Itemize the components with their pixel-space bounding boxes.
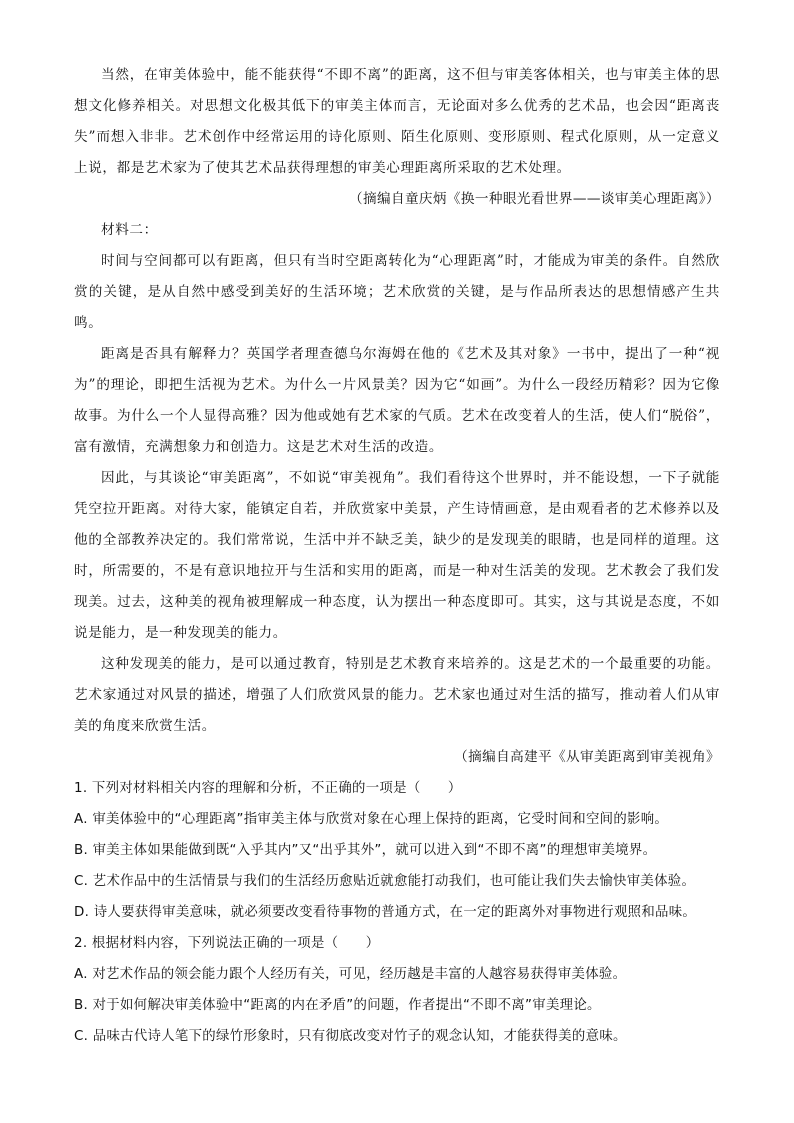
question-1-option-d: D. 诗人要获得审美意味，就必须要改变看待事物的普通方式，在一定的距离外对事物进行观照和品味。 [74, 905, 697, 920]
question-1-option-c: C. 艺术作品中的生活情景与我们的生活经历愈贴近就愈能打动我们，也可能让我们失去愉快审美体验。 [74, 874, 696, 889]
question-2-option-c: C. 品味古代诗人笔下的绿竹形象时，只有彻底改变对竹子的观念认知，才能获得美的意味。 [74, 1029, 627, 1044]
question-1-option-a: A. 审美体验中的“心理距离”指审美主体与欣赏对象在心理上保持的距离，它受时间和空间的影响。 [74, 812, 669, 827]
material-two-paragraph: 这种发现美的能力，是可以通过教育，特别是艺术教育来培养的。这是艺术的一个最重要的功能。艺术家通过对风景的描述，增强了人们欣赏风景的能力。艺术家也通过对生活的描写，推动着人们从审美的角度来欣赏生活。 [74, 656, 720, 734]
material-two-paragraph: 时间与空间都可以有距离，但只有当时空距离转化为“心理距离”时，才能成为审美的条件。自然欣赏的关键，是从自然中感受到美好的生活环境；艺术欣赏的关键，是与作品所表达的思想情感产生共鸣。 [74, 253, 720, 331]
material-two-heading: 材料二： [101, 222, 158, 238]
question-2-stem: 2. 根据材料内容，下列说法正确的一项是（ ） [74, 936, 380, 951]
question-1-stem: 1. 下列对材料相关内容的理解和分析，不正确的一项是（ ） [74, 781, 462, 796]
material-one-closing-paragraph: 当然，在审美体验中，能不能获得“不即不离”的距离，这不但与审美客体相关，也与审美主体的思想文化修养相关。对思想文化极其低下的审美主体而言，无论面对多么优秀的艺术品，也会因“距离丧失”而想入非非。艺术创作中经常运用的诗化原则、陌生化原则、变形原则、程式化原则，从一定意义上说，都是艺术家为了使其艺术品获得理想的审美心理距离所采取的艺术处理。 [74, 67, 720, 176]
question-1-option-b: B. 审美主体如果能做到既“入乎其内”又“出乎其外”，就可以进入到“不即不离”的理想审美境界。 [74, 843, 657, 858]
material-two-source: （摘编自高建平《从审美距离到审美视角》 [454, 749, 720, 765]
document-page [74, 60, 720, 1052]
material-two-paragraph: 距离是否具有解释力？英国学者理查德乌尔海姆在他的《艺术及其对象》一书中，提出了一种“视为”的理论，即把生活视为艺术。为什么一片风景美？因为它“如画”。为什么一段经历精彩？因为它像故事。为什么一个人显得高雅？因为他或她有艺术家的气质。艺术在改变着人的生活，使人们“脱俗”，富有激情，充满想象力和创造力。这是艺术对生活的改造。 [74, 346, 720, 455]
material-one-source: （摘编自童庆炳《换一种眼光看世界——谈审美心理距离》） [348, 191, 720, 207]
question-2-option-b: B. 对于如何解决审美体验中“距离的内在矛盾”的问题，作者提出“不即不离”审美理论。 [74, 998, 601, 1013]
question-2-option-a: A. 对艺术作品的领会能力跟个人经历有关，可见，经历越是丰富的人越容易获得审美体验。 [74, 967, 627, 982]
material-two-paragraph: 因此，与其谈论“审美距离”，不如说“审美视角”。我们看待这个世界时，并不能设想，一下子就能凭空拉开距离。对待大家，能镇定自若，并欣赏家中美景，产生诗情画意，是由观看者的艺术修养以及他的全部教养决定的。我们常常说，生活中并不缺乏美，缺少的是发现美的眼睛，也是同样的道理。这时，所需要的，不是有意识地拉开与生活和实用的距离，而是一种对生活美的发现。艺术教会了我们发现美。过去，这种美的视角被理解成一种态度，认为摆出一种态度即可。其实，这与其说是态度，不如说是能力，是一种发现美的能力。 [74, 470, 720, 641]
